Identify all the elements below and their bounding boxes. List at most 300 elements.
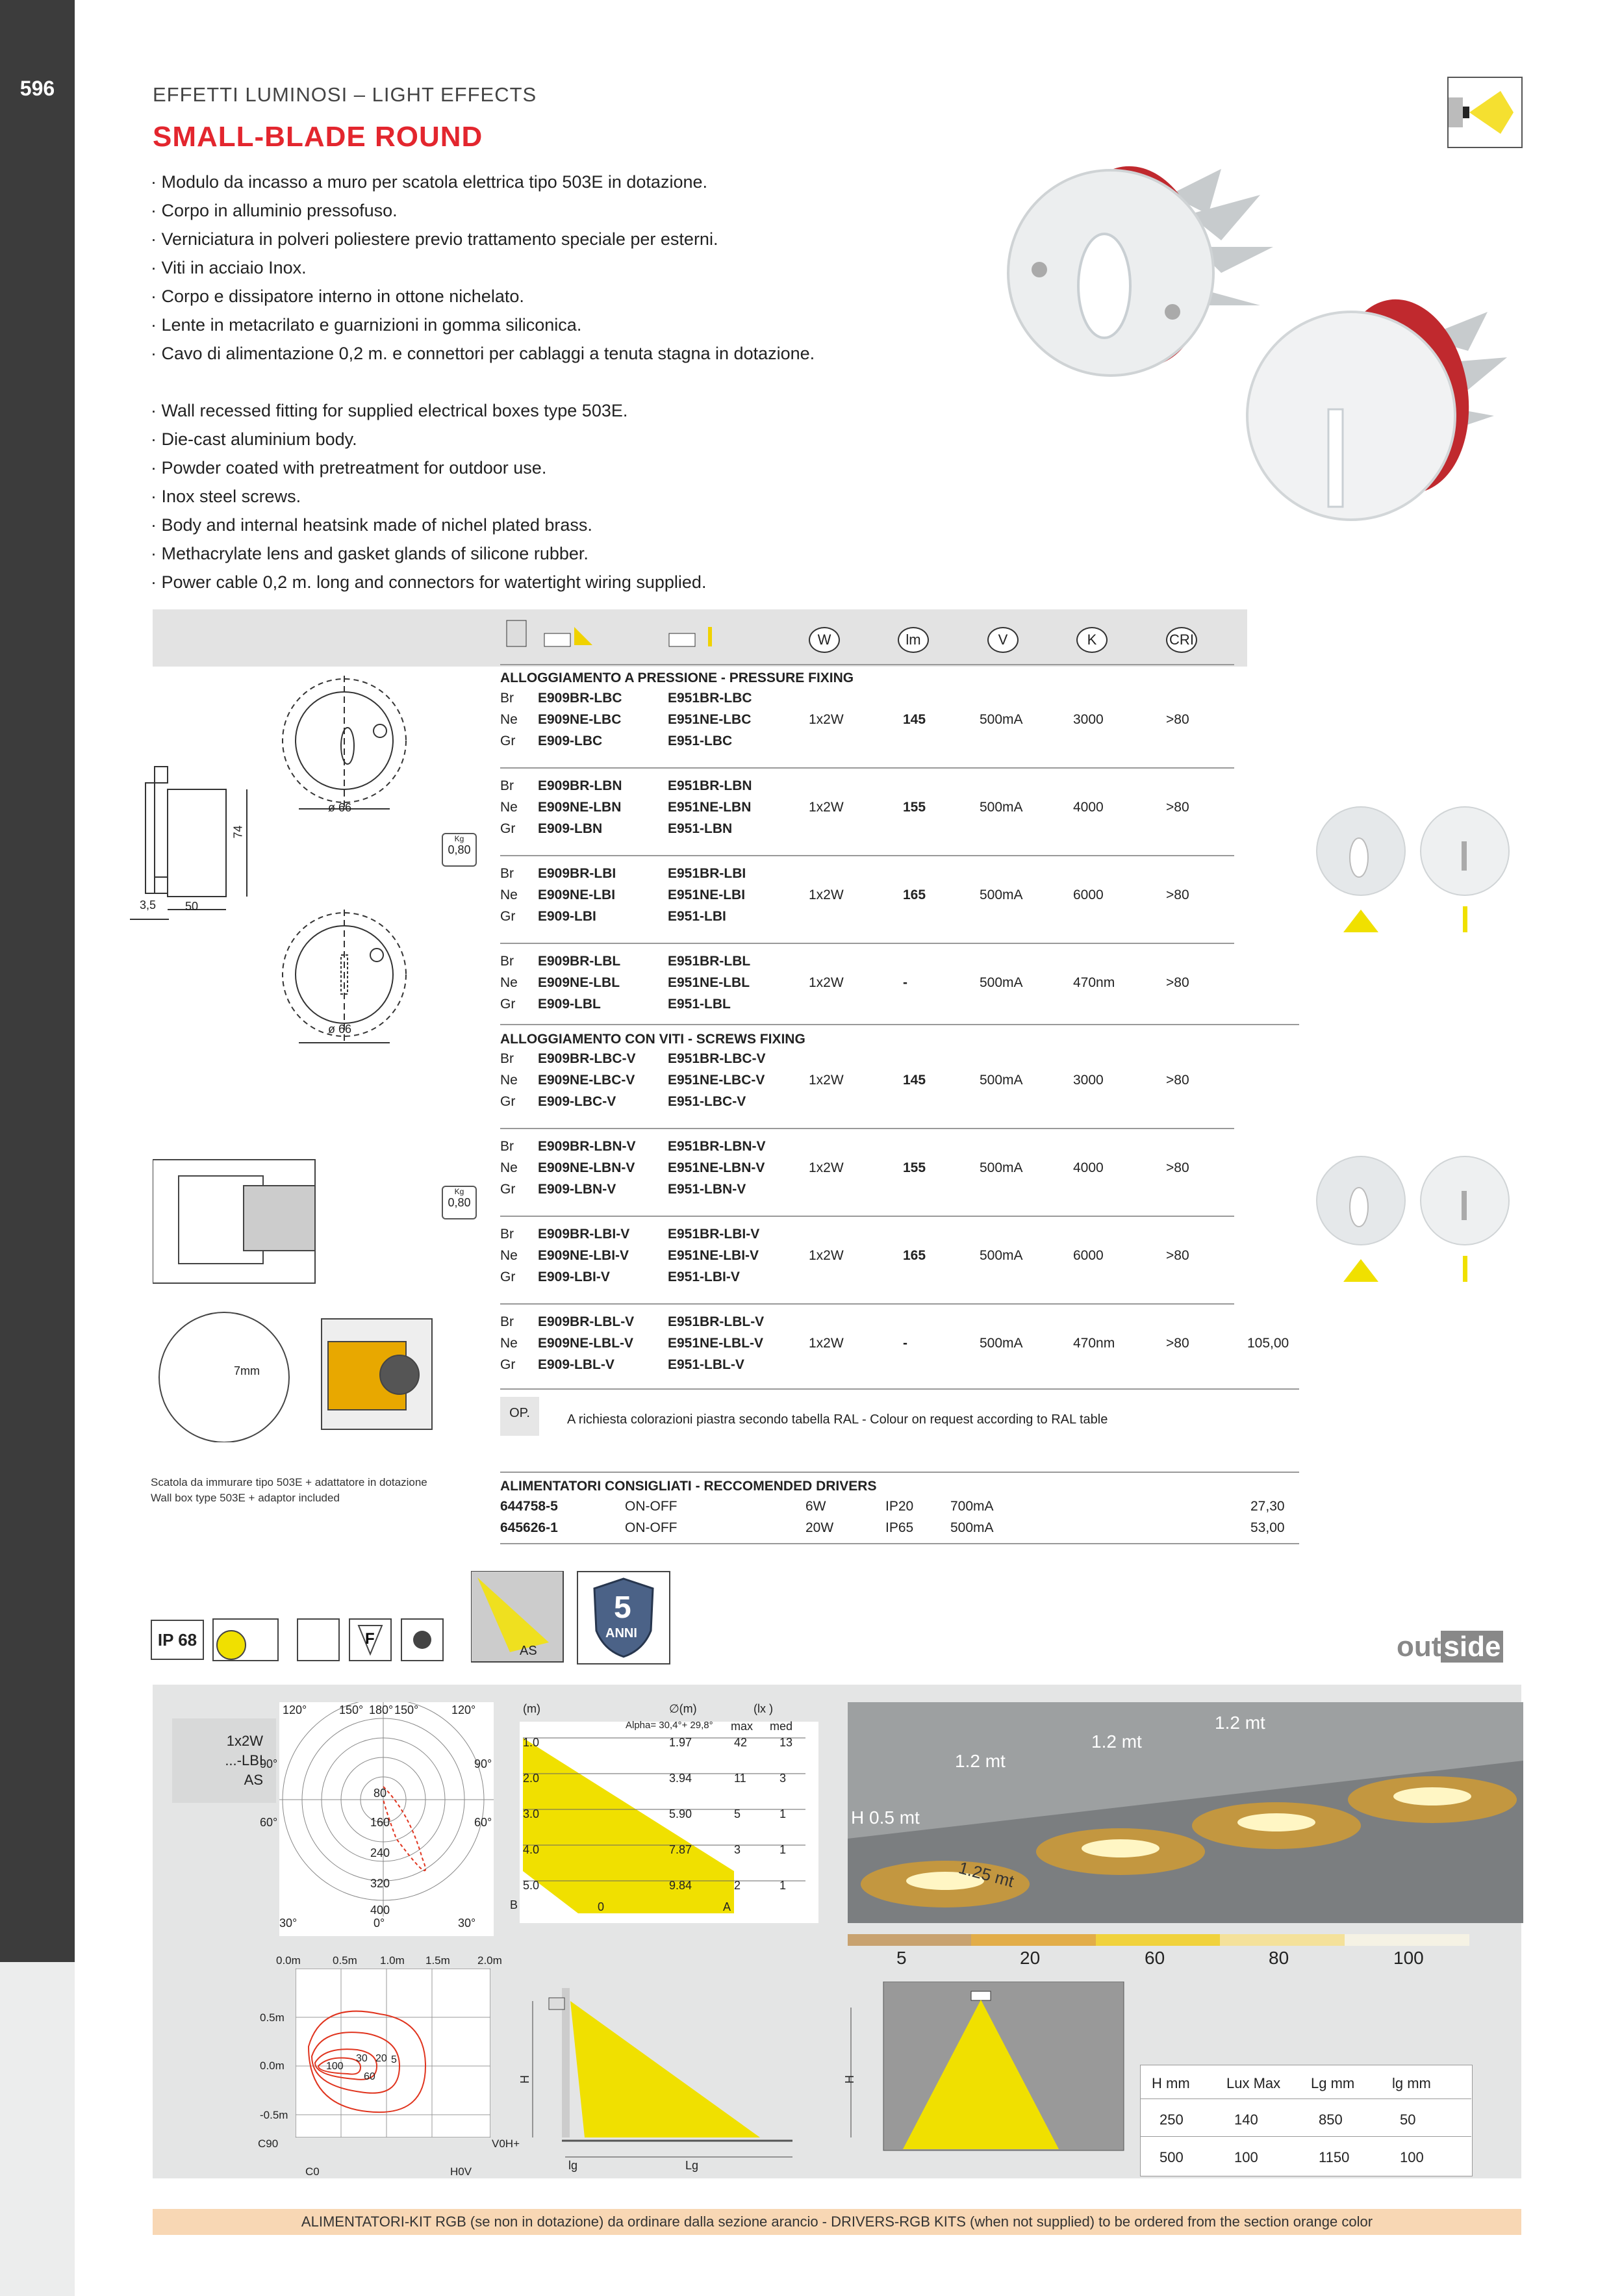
- polar-angle: 150°: [394, 1703, 419, 1716]
- lux-table-cell: 140: [1234, 2111, 1258, 2128]
- product-code: E909-LBC-V: [538, 1094, 616, 1109]
- product-code-alt: E951NE-LBL-V: [668, 1336, 764, 1351]
- product-code-alt: E951NE-LBN-V: [668, 1160, 765, 1175]
- bullet-en: · Inox steel screws.: [151, 482, 963, 511]
- product-code-alt: E951BR-LBL-V: [668, 1314, 765, 1329]
- cri-value: >80: [1166, 1248, 1189, 1263]
- iso-value: 5: [391, 2054, 397, 2065]
- product-title: SMALL-BLADE ROUND: [153, 121, 483, 153]
- lux-table-cell: 100: [1234, 2149, 1258, 2165]
- product-code-alt: E951-LBI-V: [668, 1269, 740, 1284]
- product-code: E909NE-LBI-V: [538, 1248, 629, 1263]
- dim-a: 3,5: [140, 899, 157, 912]
- product-code-alt: E951NE-LBC: [668, 712, 752, 727]
- technical-drawing: [130, 669, 455, 1059]
- scale-label: 100: [1393, 1948, 1424, 1968]
- side-band-bottom: [0, 1962, 75, 2296]
- product-code-alt: E951NE-LBN: [668, 800, 752, 815]
- scale-band: [1345, 1934, 1469, 1946]
- lux-table-cell: 250: [1159, 2111, 1184, 2128]
- page-number: 596: [19, 77, 55, 100]
- lumen-value: 145: [903, 712, 926, 727]
- iso-h0v: H0V: [450, 2165, 472, 2178]
- lumen-value: 165: [903, 1248, 926, 1263]
- watt-value: 1x2W: [809, 887, 844, 902]
- polar-angle: 90°: [474, 1757, 492, 1770]
- polar-ring: 320: [370, 1877, 390, 1890]
- cone-diagram: [520, 1722, 818, 1923]
- polar-angle: 60°: [474, 1816, 492, 1829]
- description: [151, 168, 963, 596]
- lumen-value: 155: [903, 800, 926, 815]
- current-value: 500mA: [980, 1336, 1023, 1351]
- watt-value: 1x2W: [809, 1248, 844, 1263]
- iso-value: 100: [326, 2061, 344, 2072]
- row-divider: [500, 1216, 1234, 1217]
- finish-code: Gr: [500, 821, 516, 836]
- polar-power: 1x2W: [226, 1733, 263, 1749]
- cone-b: B: [510, 1898, 518, 1911]
- current-value: 500mA: [980, 1248, 1023, 1263]
- finish-code: Br: [500, 1051, 514, 1066]
- polar-optic: AS: [244, 1772, 263, 1788]
- side-lg: lg: [568, 2159, 578, 2172]
- product-code: E909-LBI-V: [538, 1269, 610, 1284]
- finish-code: Gr: [500, 997, 516, 1012]
- kelvin-value: 4000: [1073, 800, 1104, 815]
- side-band: [0, 0, 75, 1962]
- polar-ring: 160: [370, 1816, 390, 1829]
- iso-x: 0.0m: [276, 1954, 301, 1967]
- finish-code: Br: [500, 1139, 514, 1154]
- product-code-alt: E951BR-LBL: [668, 954, 751, 969]
- cone-lx: (lx ): [754, 1702, 773, 1715]
- svg-text:ANNI: ANNI: [605, 1626, 637, 1640]
- finish-code: Br: [500, 1227, 514, 1242]
- kelvin-value: 6000: [1073, 1248, 1104, 1263]
- finish-code: Br: [500, 866, 514, 881]
- bullet-it: · Corpo in alluminio pressofuso.: [151, 196, 963, 225]
- product-code-alt: E951NE-LBI-V: [668, 1248, 759, 1263]
- polar-angle: 120°: [283, 1703, 307, 1716]
- cone-dist: 2.0: [523, 1772, 540, 1785]
- product-code: E909BR-LBC-V: [538, 1051, 636, 1066]
- product-code-alt: E951BR-LBI-V: [668, 1227, 760, 1242]
- divider: [500, 1472, 1299, 1473]
- product-code: E909-LBL: [538, 997, 601, 1012]
- product-code-alt: E951NE-LBL: [668, 975, 750, 990]
- op-box: OP.: [500, 1397, 539, 1436]
- finish-code: Gr: [500, 909, 516, 924]
- finish-code: Ne: [500, 1160, 518, 1175]
- current-value: 500mA: [980, 800, 1023, 815]
- section-title: EFFETTI LUMINOSI – LIGHT EFFECTS: [153, 83, 537, 106]
- kelvin-value: 470nm: [1073, 975, 1115, 990]
- spacing-1: 1.2 mt: [955, 1751, 1006, 1771]
- product-code-alt: E951-LBC-V: [668, 1094, 746, 1109]
- lux-table-line: [1140, 2136, 1471, 2137]
- polar-angle: 180°: [369, 1703, 394, 1716]
- driver-price: 27,30: [1250, 1499, 1285, 1514]
- shield-icon: [578, 1572, 669, 1663]
- cone-lxmax: 5: [734, 1807, 741, 1820]
- polar-angle: 120°: [451, 1703, 476, 1716]
- iso-x: 1.5m: [425, 1954, 450, 1967]
- watt-value: 1x2W: [809, 1160, 844, 1175]
- finish-code: Br: [500, 691, 514, 706]
- product-photo: [974, 156, 1546, 572]
- iso-x: 2.0m: [477, 1954, 502, 1967]
- dim-height: 74: [231, 825, 245, 839]
- cri-value: >80: [1166, 1336, 1189, 1351]
- price: 105,00: [1247, 1336, 1289, 1351]
- scale-band: [1096, 1934, 1221, 1946]
- finish-code: Gr: [500, 1094, 516, 1109]
- product-code: E909NE-LBN-V: [538, 1160, 635, 1175]
- finish-code: Br: [500, 1314, 514, 1329]
- dim-diameter-1: ø 66: [328, 801, 352, 814]
- product-code: E909-LBC: [538, 733, 603, 748]
- lux-table-cell: 500: [1159, 2149, 1184, 2165]
- cone-med: med: [770, 1720, 793, 1733]
- product-code-alt: E951BR-LBC-V: [668, 1051, 766, 1066]
- current-value: 500mA: [980, 1160, 1023, 1175]
- product-code-alt: E951BR-LBN-V: [668, 1139, 766, 1154]
- driver-ip: IP65: [885, 1520, 914, 1535]
- lumen-value: 165: [903, 887, 926, 902]
- svg-text:F: F: [365, 1630, 375, 1648]
- finish-code: Ne: [500, 887, 518, 902]
- polar-ring: 400: [370, 1904, 390, 1917]
- mount-height: H 0.5 mt: [851, 1807, 920, 1828]
- finish-code: Gr: [500, 1269, 516, 1284]
- bullet-it: · Modulo da incasso a muro per scatola elettrica tipo 503E in dotazione.: [151, 168, 963, 196]
- driver-current: 500mA: [950, 1520, 994, 1535]
- driver-current: 700mA: [950, 1499, 994, 1514]
- cri-value: >80: [1166, 712, 1189, 727]
- row-divider: [500, 664, 1234, 665]
- iso-lux-chart: [296, 1969, 490, 2137]
- finish-code: Ne: [500, 1073, 518, 1088]
- cri-value: >80: [1166, 1160, 1189, 1175]
- driver-code: 645626-1: [500, 1520, 558, 1535]
- category-icon: [1447, 77, 1523, 148]
- driver-price: 53,00: [1250, 1520, 1285, 1535]
- polar-angle: 0°: [374, 1917, 385, 1930]
- iso-v0h: V0H+: [492, 2137, 520, 2150]
- finish-icons: [494, 614, 728, 659]
- bullet-en: · Die-cast aluminium body.: [151, 425, 963, 453]
- light-beam-icon: [1449, 78, 1521, 147]
- finish-code: Gr: [500, 1357, 516, 1372]
- scale-label: 20: [1020, 1948, 1041, 1968]
- cone-diam: 5.90: [669, 1807, 692, 1820]
- kelvin-icon: K: [1076, 627, 1108, 653]
- finish-code: Br: [500, 778, 514, 793]
- scale-label: 80: [1269, 1948, 1289, 1968]
- cri-value: >80: [1166, 1073, 1189, 1088]
- installation-drawing: [153, 1156, 477, 1442]
- polar-angle: 150°: [339, 1703, 364, 1716]
- footer-note: ALIMENTATORI-KIT RGB (se non in dotazione) da ordinare dalla sezione arancio - DRIVERS-RGB KITS (when not supplied) to be ordered from the section orange color: [153, 2209, 1521, 2235]
- box-dim: 7mm: [234, 1364, 260, 1377]
- product-code-alt: E951-LBN-V: [668, 1182, 746, 1197]
- product-code: E909BR-LBN: [538, 778, 622, 793]
- watt-value: 1x2W: [809, 975, 844, 990]
- lumen-value: 155: [903, 1160, 926, 1175]
- cone-diam: 7.87: [669, 1843, 692, 1856]
- weight-badge: [442, 833, 477, 867]
- bullet-en: · Powder coated with pretreatment for outdoor use.: [151, 453, 963, 482]
- cone-lxmax: 2: [734, 1879, 741, 1892]
- product-code-alt: E951-LBL-V: [668, 1357, 744, 1372]
- product-code-alt: E951BR-LBN: [668, 778, 752, 793]
- lumen-value: 145: [903, 1073, 926, 1088]
- front-h: H: [843, 2075, 856, 2084]
- iso-value: 60: [364, 2071, 375, 2082]
- finish-code: Gr: [500, 1182, 516, 1197]
- row-divider: [500, 1388, 1299, 1390]
- product-code: E909NE-LBN: [538, 800, 622, 815]
- row-divider: [500, 1128, 1234, 1129]
- lumen-icon: lm: [898, 627, 929, 653]
- cone-diam: 1.97: [669, 1736, 692, 1749]
- lux-table-head: Lux Max: [1226, 2075, 1281, 2091]
- spacing-2: 1.2 mt: [1091, 1731, 1142, 1752]
- cone-diam: 3.94: [669, 1772, 692, 1785]
- lux-table-cell: 50: [1400, 2111, 1416, 2128]
- product-code: E909NE-LBL-V: [538, 1336, 634, 1351]
- row-divider: [500, 1024, 1299, 1025]
- polar-angle: 30°: [458, 1917, 476, 1930]
- polar-angle: 90°: [260, 1757, 278, 1770]
- row-divider: [500, 855, 1234, 856]
- product-code: E909NE-LBC-V: [538, 1073, 635, 1088]
- iso-x: 1.0m: [380, 1954, 405, 1967]
- row-divider: [500, 943, 1234, 944]
- finish-code: Gr: [500, 733, 516, 748]
- kelvin-value: 3000: [1073, 1073, 1104, 1088]
- scale-band: [971, 1934, 1096, 1946]
- cri-icon: CRI: [1166, 627, 1197, 653]
- driver-code: 644758-5: [500, 1499, 558, 1514]
- driver-type: ON-OFF: [625, 1520, 678, 1535]
- cone-diam: 9.84: [669, 1879, 692, 1892]
- group-title: ALLOGGIAMENTO A PRESSIONE - PRESSURE FIXING: [500, 670, 854, 685]
- caption-it: Scatola da immurare tipo 503E + adattatore in dotazione: [151, 1476, 427, 1488]
- cri-value: >80: [1166, 887, 1189, 902]
- lux-table-head: H mm: [1152, 2075, 1190, 2091]
- product-code: E909-LBN: [538, 821, 603, 836]
- scale-band: [848, 1934, 972, 1946]
- cone-dist: 4.0: [523, 1843, 540, 1856]
- front-beam-diagram: [844, 1982, 1130, 2157]
- product-code: E909-LBL-V: [538, 1357, 615, 1372]
- finish-code: Ne: [500, 1336, 518, 1351]
- cone-lxmax: 11: [734, 1772, 746, 1785]
- weight-value: 0,80: [448, 843, 471, 856]
- driver-watt: 20W: [805, 1520, 834, 1535]
- product-code: E909BR-LBL: [538, 954, 621, 969]
- finish-code: Ne: [500, 712, 518, 727]
- watt-value: 1x2W: [809, 800, 844, 815]
- row-divider: [500, 1543, 1299, 1544]
- cone-dm: ∅(m): [669, 1702, 697, 1715]
- cone-lxmed: 3: [779, 1772, 787, 1785]
- watt-value: 1x2W: [809, 1073, 844, 1088]
- cone-o: 0: [598, 1900, 605, 1913]
- finish-code: Br: [500, 954, 514, 969]
- polar-model: ...-LBI: [225, 1752, 263, 1768]
- kelvin-value: 6000: [1073, 887, 1104, 902]
- watt-icon: W: [809, 627, 840, 653]
- volt-icon: V: [987, 627, 1019, 653]
- lux-table-head: lg mm: [1392, 2075, 1431, 2091]
- polar-ring: 80: [374, 1787, 387, 1800]
- bullet-it: · Lente in metacrilato e guarnizioni in gomma siliconica.: [151, 311, 963, 339]
- product-code-alt: E951BR-LBC: [668, 691, 752, 706]
- dim-diameter-2: ø 66: [328, 1023, 352, 1036]
- iso-value: 30: [356, 2053, 368, 2064]
- product-thumbs-pressure: [1312, 806, 1527, 936]
- op-text: A richiesta colorazioni piastra secondo tabella RAL - Colour on request according to RAL table: [567, 1412, 1108, 1427]
- as-label: AS: [520, 1644, 537, 1658]
- product-code: E909BR-LBC: [538, 691, 622, 706]
- spacing-3: 1.2 mt: [1215, 1713, 1265, 1733]
- dim-b: 50: [185, 900, 199, 913]
- bullet-it: · Cavo di alimentazione 0,2 m. e connettori per cablaggi a tenuta stagna in dotazione.: [151, 339, 963, 368]
- polar-angle: 30°: [279, 1917, 298, 1930]
- product-code-alt: E951NE-LBI: [668, 887, 746, 902]
- lux-table-cell: 100: [1400, 2149, 1424, 2165]
- lux-table-head: Lg mm: [1311, 2075, 1355, 2091]
- bullet-it: · Corpo e dissipatore interno in ottone nichelato.: [151, 282, 963, 311]
- product-code-alt: E951-LBL: [668, 997, 731, 1012]
- cri-value: >80: [1166, 975, 1189, 990]
- watt-value: 1x2W: [809, 1336, 844, 1351]
- watt-value: 1x2W: [809, 712, 844, 727]
- scale-label: 5: [896, 1948, 907, 1968]
- iso-c90: C90: [258, 2137, 279, 2150]
- row-divider: [500, 767, 1234, 769]
- current-value: 500mA: [980, 975, 1023, 990]
- scale-label: 60: [1145, 1948, 1165, 1968]
- warranty-badge: [577, 1571, 670, 1665]
- row-divider: [500, 1303, 1234, 1305]
- group-title: ALLOGGIAMENTO CON VITI - SCREWS FIXING: [500, 1032, 805, 1047]
- cone-lxmax: 42: [734, 1736, 748, 1749]
- lux-table-cell: 850: [1319, 2111, 1343, 2128]
- bullet-en: · Power cable 0,2 m. long and connectors for watertight wiring supplied.: [151, 568, 963, 596]
- iso-value: 20: [375, 2053, 387, 2064]
- product-code: E909-LBN-V: [538, 1182, 616, 1197]
- iso-x: 0.5m: [333, 1954, 357, 1967]
- product-code: E909BR-LBL-V: [538, 1314, 635, 1329]
- product-code-alt: E951-LBC: [668, 733, 733, 748]
- side-Lg: Lg: [685, 2159, 699, 2172]
- finish-code: Ne: [500, 975, 518, 990]
- iso-y: 0.0m: [260, 2060, 285, 2072]
- polar-ring: 240: [370, 1846, 390, 1859]
- cone-alpha: Alpha= 30,4°+ 29,8°: [626, 1720, 713, 1731]
- iso-y: 0.5m: [260, 2011, 285, 2024]
- svg-text:5: 5: [614, 1590, 631, 1625]
- bullet-it: · Verniciatura in polveri poliestere previo trattamento speciale per esterni.: [151, 225, 963, 253]
- cone-dist: 3.0: [523, 1807, 540, 1820]
- product-code-alt: E951-LBI: [668, 909, 726, 924]
- product-code: E909NE-LBI: [538, 887, 616, 902]
- kelvin-value: 3000: [1073, 712, 1104, 727]
- weight-label: Kg: [454, 1187, 464, 1196]
- cone-lxmed: 1: [779, 1807, 787, 1820]
- lumen-value: -: [903, 1336, 907, 1351]
- diag-distance: 1.25 mt: [956, 1857, 1017, 1891]
- lux-table-line: [1140, 2098, 1471, 2099]
- current-value: 500mA: [980, 1073, 1023, 1088]
- product-code: E909NE-LBC: [538, 712, 622, 727]
- product-code: E909-LBI: [538, 909, 596, 924]
- product-code-alt: E951-LBN: [668, 821, 733, 836]
- lux-table-cell: 1150: [1319, 2149, 1350, 2165]
- driver-ip: IP20: [885, 1499, 914, 1514]
- driver-type: ON-OFF: [625, 1499, 678, 1514]
- bullet-en: · Methacrylate lens and gasket glands of silicone rubber.: [151, 539, 963, 568]
- iso-y: -0.5m: [260, 2109, 288, 2121]
- side-beam-diagram: [520, 1962, 805, 2176]
- finish-code: Ne: [500, 800, 518, 815]
- bullet-en: · Body and internal heatsink made of nichel plated brass.: [151, 511, 963, 539]
- cone-m: (m): [523, 1702, 540, 1715]
- product-thumbs-screw: [1312, 1155, 1527, 1285]
- current-value: 500mA: [980, 712, 1023, 727]
- product-code: E909BR-LBI: [538, 866, 616, 881]
- cone-lxmed: 1: [779, 1843, 787, 1856]
- side-h: H: [518, 2075, 531, 2084]
- cone-dist: 1.0: [523, 1736, 540, 1749]
- illumination-render: [848, 1702, 1523, 1923]
- cone-lxmed: 13: [779, 1736, 793, 1749]
- finish-code: Ne: [500, 1248, 518, 1263]
- lumen-value: -: [903, 975, 907, 990]
- cri-value: >80: [1166, 800, 1189, 815]
- polar-angle: 60°: [260, 1816, 278, 1829]
- brand-logo: outside: [1397, 1631, 1503, 1663]
- drivers-title: ALIMENTATORI CONSIGLIATI - RECCOMENDED DRIVERS: [500, 1479, 877, 1494]
- cone-max: max: [731, 1720, 754, 1733]
- cone-a: A: [723, 1900, 731, 1913]
- product-code: E909NE-LBL: [538, 975, 620, 990]
- box-caption: [151, 1475, 427, 1506]
- kelvin-value: 470nm: [1073, 1336, 1115, 1351]
- weight-label: Kg: [454, 834, 464, 843]
- product-code-alt: E951NE-LBC-V: [668, 1073, 765, 1088]
- current-value: 500mA: [980, 887, 1023, 902]
- kelvin-value: 4000: [1073, 1160, 1104, 1175]
- cone-lxmax: 3: [734, 1843, 741, 1856]
- product-code: E909BR-LBN-V: [538, 1139, 636, 1154]
- weight-value: 0,80: [448, 1196, 471, 1209]
- as-icon: [471, 1571, 565, 1663]
- driver-watt: 6W: [805, 1499, 826, 1514]
- cone-dist: 5.0: [523, 1879, 540, 1892]
- iso-c0: C0: [305, 2165, 320, 2178]
- bullet-en: · Wall recessed fitting for supplied electrical boxes type 503E.: [151, 396, 963, 425]
- bullet-it: · Viti in acciaio Inox.: [151, 253, 963, 282]
- scale-band: [1220, 1934, 1345, 1946]
- cone-lxmed: 1: [779, 1879, 787, 1892]
- caption-en: Wall box type 503E + adaptor included: [151, 1492, 340, 1504]
- product-code-alt: E951BR-LBI: [668, 866, 746, 881]
